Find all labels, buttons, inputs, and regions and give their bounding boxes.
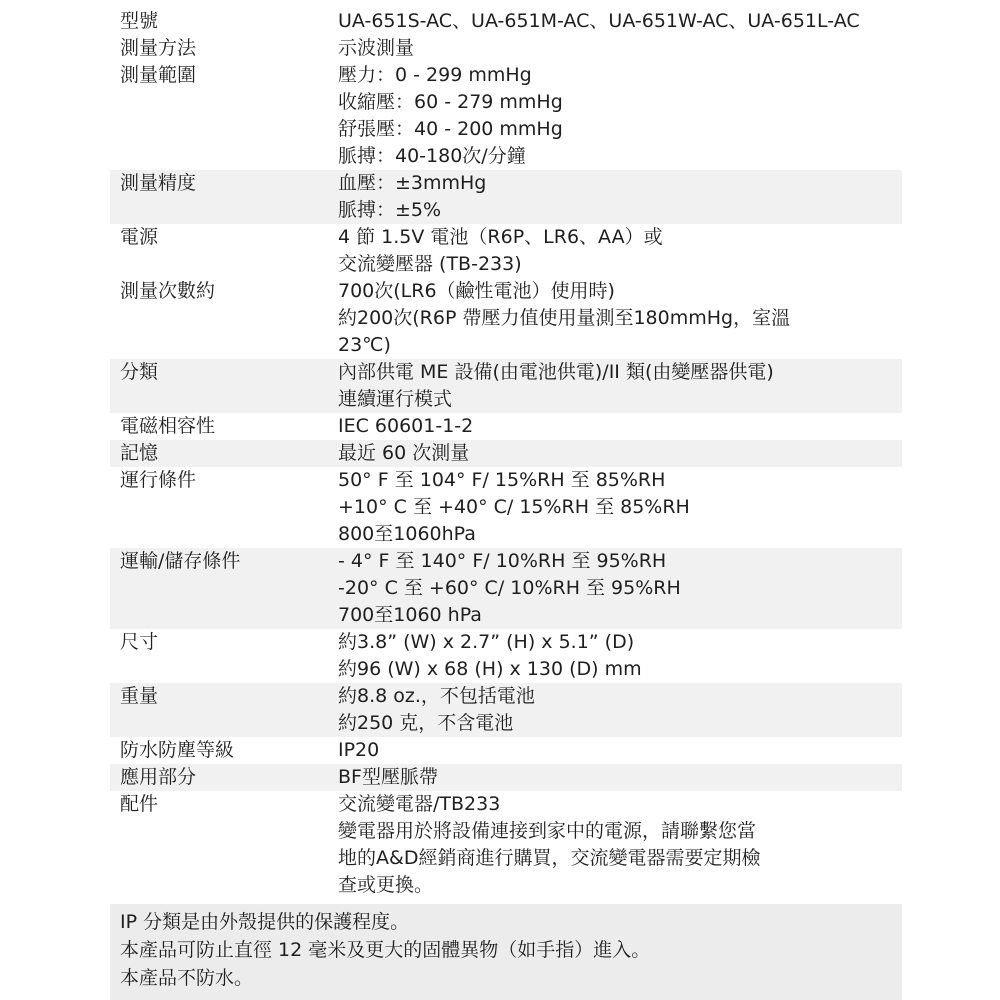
- spec-value-line: 脈搏：±5%: [338, 199, 442, 221]
- note-line: 本產品不防水。: [120, 967, 254, 989]
- spec-label: 型號: [120, 10, 159, 32]
- spec-value: [338, 467, 902, 548]
- spec-value-line: 4 節 1.5V 電池（R6P、LR6、AA）或: [338, 226, 663, 248]
- spec-value: [338, 278, 902, 359]
- spec-value-line: 舒張壓：40 - 200 mmHg: [338, 118, 563, 140]
- spec-row-classification: [110, 359, 902, 413]
- spec-value-line: IEC 60601-1-2: [338, 415, 474, 437]
- spec-label: 測量次數約: [120, 280, 216, 302]
- spec-value-line: 23℃): [338, 334, 391, 356]
- spec-label: 分類: [120, 361, 159, 383]
- spec-value-line: -20° C 至 +60° C/ 10%RH 至 95%RH: [338, 577, 681, 599]
- spec-row-weight: [110, 683, 902, 737]
- spec-row-storage: [110, 548, 902, 629]
- spec-value-line: 地的A&D經銷商進行購買，交流變電器需要定期檢: [338, 847, 761, 869]
- spec-row-operating: [110, 467, 902, 548]
- spec-value: [338, 170, 902, 224]
- spec-label: 電源: [120, 226, 159, 248]
- spec-value: [338, 683, 902, 737]
- spec-value-line: 700次(LR6（鹼性電池）使用時): [338, 280, 615, 302]
- spec-value-line: 約250 克，不含電池: [338, 712, 514, 734]
- spec-label: 重量: [120, 685, 159, 707]
- spec-value: [338, 224, 902, 278]
- spec-table: [110, 8, 902, 899]
- spec-value-line: 700至1060 hPa: [338, 604, 482, 626]
- spec-value: [338, 548, 902, 629]
- spec-value: [338, 35, 902, 62]
- spec-value-line: 脈搏：40-180次/分鐘: [338, 145, 526, 167]
- spec-label: 應用部分: [120, 766, 197, 788]
- spec-value-line: 約96 (W) x 68 (H) x 130 (D) mm: [338, 658, 642, 680]
- spec-value-line: 變電器用於將設備連接到家中的電源，請聯繫您當: [338, 820, 757, 842]
- spec-value-line: 血壓：±3mmHg: [338, 172, 487, 194]
- spec-value: [338, 62, 902, 170]
- spec-value: [338, 413, 902, 440]
- spec-label: 尺寸: [120, 631, 159, 653]
- spec-value-line: 連續運行模式: [338, 388, 453, 410]
- spec-value: [338, 359, 902, 413]
- spec-value: [338, 440, 902, 467]
- spec-label: 電磁相容性: [120, 415, 216, 437]
- spec-value-line: 約200次(R6P 帶壓力值使用量測至180mmHg，室溫: [338, 307, 791, 329]
- ip-note-box: [110, 904, 902, 1000]
- spec-label: 測量方法: [120, 37, 197, 59]
- spec-row-accuracy: [110, 170, 902, 224]
- spec-row-applied-part: [110, 764, 902, 791]
- spec-label: 測量精度: [120, 172, 197, 194]
- spec-label: 運輸/儲存條件: [120, 550, 241, 572]
- spec-value-line: 最近 60 次測量: [338, 442, 470, 464]
- spec-value-line: - 4° F 至 140° F/ 10%RH 至 95%RH: [338, 550, 667, 572]
- spec-value-line: IP20: [338, 739, 380, 761]
- spec-value-line: 查或更換。: [338, 874, 434, 896]
- spec-value-line: 收縮壓：60 - 279 mmHg: [338, 91, 563, 113]
- spec-value-line: +10° C 至 +40° C/ 15%RH 至 85%RH: [338, 496, 690, 518]
- spec-value-line: 800至1060hPa: [338, 523, 476, 545]
- spec-value-line: UA-651S-AC、UA-651M-AC、UA-651W-AC、UA-651L-AC: [338, 10, 860, 32]
- spec-value-line: 50° F 至 104° F/ 15%RH 至 85%RH: [338, 469, 666, 491]
- spec-value: [338, 629, 902, 683]
- spec-value-line: 交流變電器/TB233: [338, 793, 501, 815]
- spec-value-line: BF型壓脈帶: [338, 766, 438, 788]
- spec-label: 測量範圍: [120, 64, 197, 86]
- spec-row-accessories: [110, 791, 902, 899]
- spec-value: [338, 737, 902, 764]
- spec-row-power: [110, 224, 902, 278]
- note-line: IP 分類是由外殼提供的保護程度。: [120, 911, 410, 933]
- spec-row-measure-count: [110, 278, 902, 359]
- spec-value-line: 壓力：0 - 299 mmHg: [338, 64, 532, 86]
- spec-row-memory: [110, 440, 902, 467]
- spec-row-model: [110, 8, 902, 35]
- spec-value-line: 約3.8” (W) x 2.7” (H) x 5.1” (D): [338, 631, 635, 653]
- spec-row-range: [110, 62, 902, 170]
- spec-row-ip-rating: [110, 737, 902, 764]
- spec-value-line: 約8.8 oz.，不包括電池: [338, 685, 535, 707]
- spec-value-line: 示波測量: [338, 37, 415, 59]
- note-line: 本產品可防止直徑 12 毫米及更大的固體異物（如手指）進入。: [120, 939, 651, 961]
- spec-row-method: [110, 35, 902, 62]
- spec-label: 記憶: [120, 442, 159, 464]
- spec-value-line: 交流變壓器 (TB-233): [338, 253, 522, 275]
- spec-value: [338, 791, 902, 899]
- spec-value-line: 內部供電 ME 設備(由電池供電)/II 類(由變壓器供電): [338, 361, 774, 383]
- spec-label: 防水防塵等級: [120, 739, 235, 761]
- spec-row-emc: [110, 413, 902, 440]
- spec-label: 運行條件: [120, 469, 197, 491]
- spec-value: [338, 8, 902, 35]
- spec-row-dimensions: [110, 629, 902, 683]
- spec-label: 配件: [120, 793, 159, 815]
- spec-value: [338, 764, 902, 791]
